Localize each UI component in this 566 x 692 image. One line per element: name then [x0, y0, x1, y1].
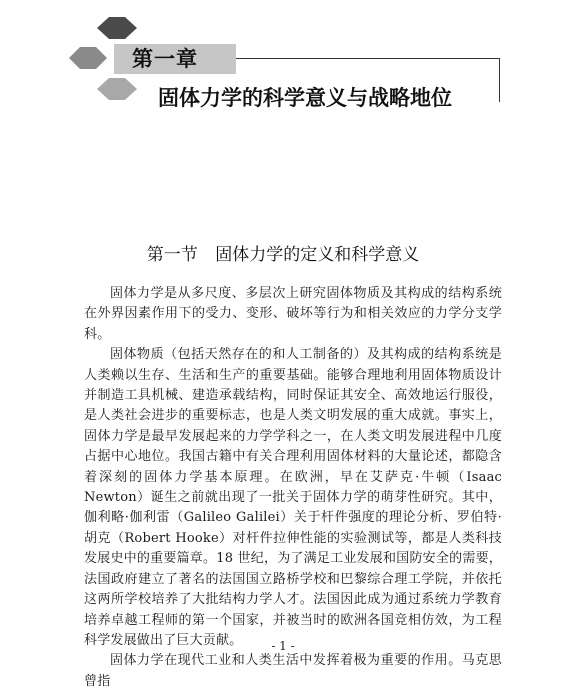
paragraph: 固体力学是从多尺度、多层次上研究固体物质及其构成的结构系统在外界因素作用下的受力、变形、破坏等行为和相关效应的力学分支学科。: [84, 286, 502, 342]
section-heading: [0, 240, 566, 265]
page-number: - 1 -: [271, 639, 295, 653]
hexagon-shape: [97, 78, 137, 100]
hexagon-shape: [69, 47, 107, 69]
chapter-title: 固体力学的科学意义与战略地位: [158, 86, 452, 110]
paragraph: 固体力学在现代工业和人类生活中发挥着极为重要的作用。马克思曾指: [84, 653, 502, 689]
body-text: [84, 284, 502, 692]
chapter-rule-horizontal: [236, 58, 500, 59]
chapter-rule-vertical: [499, 58, 500, 102]
chapter-label: 第一章: [132, 46, 198, 71]
section-title: 固体力学的定义和科学意义: [215, 245, 420, 265]
hexagon-shape: [97, 17, 137, 39]
section-number: 第一节: [146, 245, 198, 265]
paragraph: 固体物质（包括天然存在的和人工制备的）及其构成的结构系统是人类赖以生存、生活和生产的重要基础。能够合理地利用固体物质设计并制造工具机械、建造承载结构，同时保证其安全、高效地运行服役，是人类社会进步的重要标志，也是人类文明发展的重大成就。事实上，固体力学是最早发展起来的力学学科之一，在人类文明发展进程中几度占据中心地位。我国古籍中有关合理利用固体材料的大量论述，都隐含着深刻的固体力学基本原理。在欧洲，早在艾萨克·牛顿（Isaac Newton）诞生之前就出现了一批关于固体力学的萌芽性研究。其中，伽利略·伽利雷（Galileo Galilei）关于杆件强度的理论分析、罗伯特·胡克（Robert Hooke）对杆件拉伸性能的实验测试等，都是人类科技发展史中的重要篇章。18 世纪，为了满足工业发展和国防安全的需要，法国政府建立了著名的法国国立路桥学校和巴黎综合理工学院，并依托这两所学校培养了大批结构力学人才。法国因此成为通过系统力学教育培养卓越工程师的第一个国家，并被当时的欧洲各国竞相仿效，为工程科学发展做出了巨大贡献。: [84, 347, 502, 648]
